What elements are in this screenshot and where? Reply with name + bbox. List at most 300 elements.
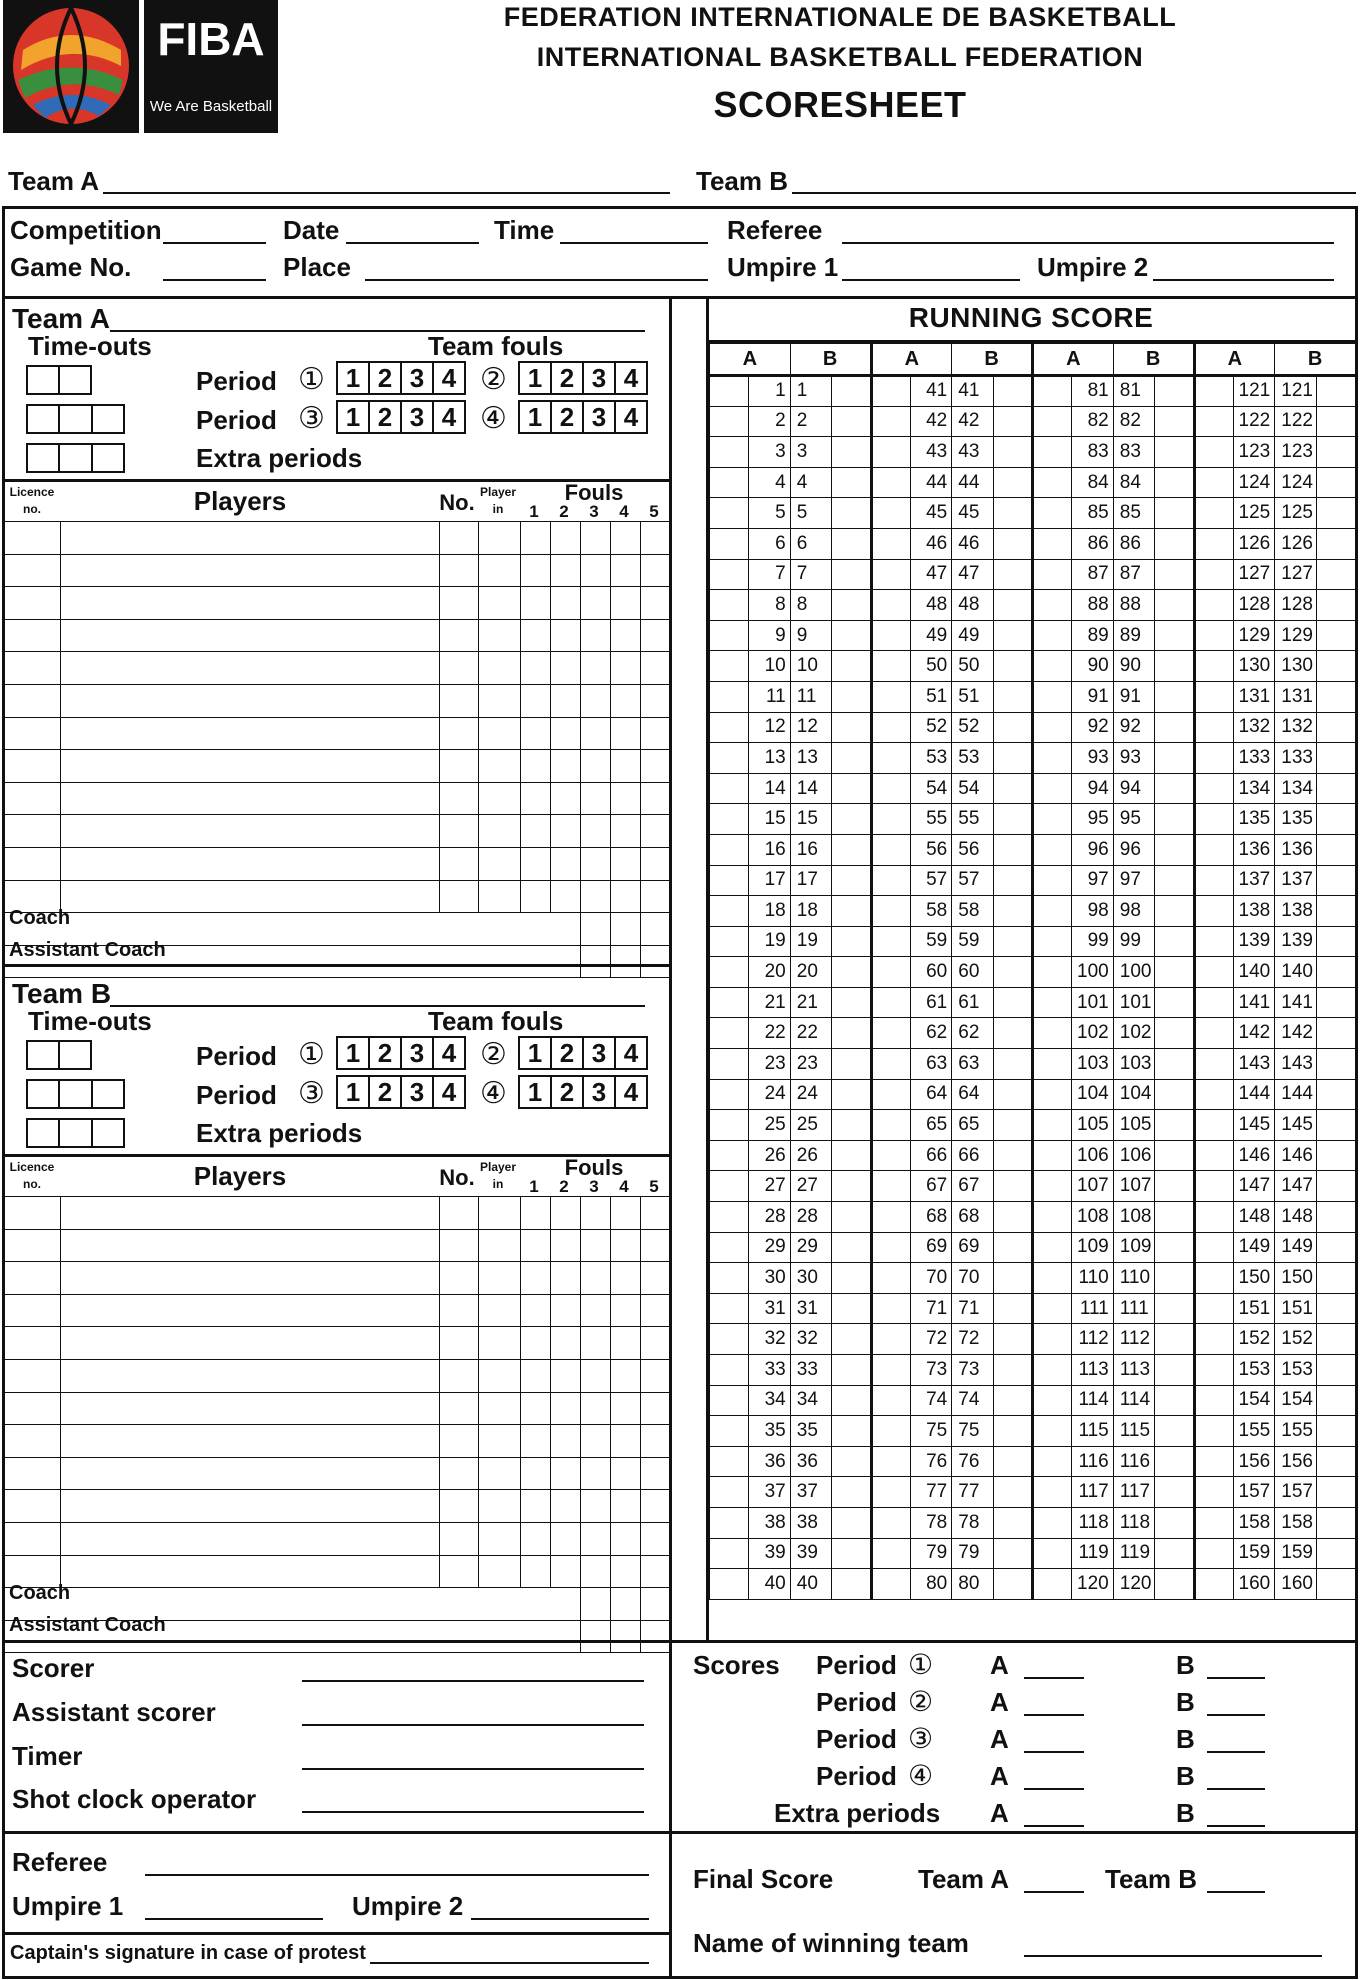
player-cell[interactable] <box>440 1555 479 1588</box>
score-mark-a[interactable] <box>1033 620 1072 651</box>
score-number-b[interactable]: 136 <box>1275 834 1317 865</box>
score-number-b[interactable]: 5 <box>790 498 832 529</box>
score-number-b[interactable]: 13 <box>790 743 832 774</box>
score-number-b[interactable]: 100 <box>1113 957 1155 988</box>
score-mark-a[interactable] <box>1033 1569 1072 1600</box>
player-cell[interactable] <box>61 880 440 913</box>
player-cell[interactable] <box>551 1425 581 1458</box>
player-cell[interactable] <box>440 1392 479 1425</box>
score-number-a[interactable]: 65 <box>910 1110 952 1141</box>
score-mark-b[interactable] <box>993 1140 1032 1171</box>
player-row[interactable] <box>3 684 670 717</box>
umpire1-field-top[interactable] <box>842 279 1020 281</box>
score-mark-a[interactable] <box>871 1110 910 1141</box>
score-mark-b[interactable] <box>1316 1385 1355 1416</box>
score-mark-b[interactable] <box>993 1569 1032 1600</box>
score-mark-b[interactable] <box>1316 1293 1355 1324</box>
team-a-name-field[interactable] <box>110 330 645 332</box>
player-cell[interactable] <box>521 1229 551 1262</box>
score-number-b[interactable]: 156 <box>1275 1446 1317 1477</box>
foul-box[interactable]: 1 <box>520 1038 552 1068</box>
score-number-a[interactable]: 109 <box>1072 1232 1114 1263</box>
player-cell[interactable] <box>440 1229 479 1262</box>
score-mark-a[interactable] <box>710 896 749 927</box>
player-cell[interactable] <box>551 880 581 913</box>
player-cell[interactable] <box>521 1294 551 1327</box>
score-mark-a[interactable] <box>1033 590 1072 621</box>
game-no-field[interactable] <box>163 279 266 281</box>
score-number-b[interactable]: 38 <box>790 1507 832 1538</box>
score-number-b[interactable]: 62 <box>952 1018 994 1049</box>
score-mark-b[interactable] <box>1155 712 1194 743</box>
player-cell[interactable] <box>611 587 641 620</box>
player-row[interactable] <box>3 587 670 620</box>
score-number-a[interactable]: 89 <box>1072 620 1114 651</box>
shot-clock-field[interactable] <box>302 1811 644 1813</box>
player-cell[interactable] <box>61 1359 440 1392</box>
score-mark-a[interactable] <box>1194 467 1233 498</box>
score-number-b[interactable]: 67 <box>952 1171 994 1202</box>
player-cell[interactable] <box>440 554 479 587</box>
score-number-a[interactable]: 88 <box>1072 590 1114 621</box>
foul-box[interactable]: 4 <box>623 402 639 432</box>
score-number-a[interactable]: 12 <box>749 712 791 743</box>
score-number-b[interactable]: 75 <box>952 1416 994 1447</box>
player-cell[interactable] <box>61 652 440 685</box>
score-mark-b[interactable] <box>832 1263 871 1294</box>
score-mark-a[interactable] <box>871 437 910 468</box>
score-mark-b[interactable] <box>1316 1446 1355 1477</box>
score-number-a[interactable]: 77 <box>910 1477 952 1508</box>
score-number-a[interactable]: 122 <box>1233 406 1275 437</box>
score-mark-b[interactable] <box>832 957 871 988</box>
score-mark-a[interactable] <box>710 437 749 468</box>
score-mark-b[interactable] <box>832 681 871 712</box>
player-cell[interactable] <box>581 1229 611 1262</box>
player-cell[interactable] <box>581 1555 611 1588</box>
score-mark-a[interactable] <box>871 528 910 559</box>
score-number-a[interactable]: 96 <box>1072 834 1114 865</box>
player-cell[interactable] <box>479 1457 521 1490</box>
coach-foul-cell[interactable] <box>641 1588 670 1621</box>
score-mark-a[interactable] <box>1033 773 1072 804</box>
score-number-b[interactable]: 128 <box>1275 590 1317 621</box>
score-mark-a[interactable] <box>1033 681 1072 712</box>
foul-box[interactable]: 2 <box>552 1038 584 1068</box>
score-mark-a[interactable] <box>1194 804 1233 835</box>
score-number-b[interactable]: 8 <box>790 590 832 621</box>
score-number-b[interactable]: 155 <box>1275 1416 1317 1447</box>
score-number-a[interactable]: 121 <box>1233 376 1275 407</box>
player-cell[interactable] <box>61 847 440 880</box>
player-row[interactable] <box>3 1392 670 1425</box>
foul-box[interactable]: 4 <box>441 1038 457 1068</box>
score-number-a[interactable]: 154 <box>1233 1385 1275 1416</box>
score-mark-b[interactable] <box>832 1324 871 1355</box>
player-cell[interactable] <box>61 717 440 750</box>
score-number-a[interactable]: 28 <box>749 1202 791 1233</box>
score-mark-b[interactable] <box>993 1416 1032 1447</box>
score-mark-a[interactable] <box>1194 1507 1233 1538</box>
player-cell[interactable] <box>479 587 521 620</box>
score-number-b[interactable]: 30 <box>790 1263 832 1294</box>
score-mark-a[interactable] <box>710 1507 749 1538</box>
score-mark-a[interactable] <box>1033 1018 1072 1049</box>
score-number-b[interactable]: 130 <box>1275 651 1317 682</box>
score-mark-b[interactable] <box>1316 1232 1355 1263</box>
score-number-a[interactable]: 158 <box>1233 1507 1275 1538</box>
score-mark-b[interactable] <box>1155 1446 1194 1477</box>
player-cell[interactable] <box>61 750 440 783</box>
player-cell[interactable] <box>3 1392 61 1425</box>
score-number-b[interactable]: 119 <box>1113 1538 1155 1569</box>
player-cell[interactable] <box>611 619 641 652</box>
player-cell[interactable] <box>3 1457 61 1490</box>
player-cell[interactable] <box>581 1262 611 1295</box>
score-mark-b[interactable] <box>993 467 1032 498</box>
score-number-a[interactable]: 23 <box>749 1049 791 1080</box>
score-mark-b[interactable] <box>1155 957 1194 988</box>
score-mark-a[interactable] <box>1194 1171 1233 1202</box>
score-number-a[interactable]: 67 <box>910 1171 952 1202</box>
score-number-b[interactable]: 146 <box>1275 1140 1317 1171</box>
player-cell[interactable] <box>551 587 581 620</box>
player-cell[interactable] <box>611 847 641 880</box>
score-mark-b[interactable] <box>1155 437 1194 468</box>
team-fouls-period-2-b[interactable] <box>518 1036 648 1070</box>
score-mark-b[interactable] <box>832 987 871 1018</box>
score-mark-a[interactable] <box>871 1355 910 1386</box>
score-number-b[interactable]: 63 <box>952 1049 994 1080</box>
player-cell[interactable] <box>641 554 670 587</box>
player-cell[interactable] <box>3 1294 61 1327</box>
player-cell[interactable] <box>61 1197 440 1230</box>
score-mark-b[interactable] <box>1316 1355 1355 1386</box>
score-mark-b[interactable] <box>832 1569 871 1600</box>
score-number-a[interactable]: 43 <box>910 437 952 468</box>
player-cell[interactable] <box>440 1457 479 1490</box>
score-mark-a[interactable] <box>710 681 749 712</box>
score-mark-b[interactable] <box>1316 896 1355 927</box>
score-mark-b[interactable] <box>1155 1140 1194 1171</box>
score-mark-b[interactable] <box>832 376 871 407</box>
score-number-b[interactable]: 22 <box>790 1018 832 1049</box>
player-cell[interactable] <box>440 1294 479 1327</box>
score-mark-a[interactable] <box>1033 865 1072 896</box>
foul-box[interactable]: 3 <box>402 363 434 393</box>
score-number-a[interactable]: 14 <box>749 773 791 804</box>
score-number-a[interactable]: 55 <box>910 804 952 835</box>
score-number-a[interactable]: 118 <box>1072 1507 1114 1538</box>
score-mark-b[interactable] <box>993 712 1032 743</box>
score-b-field[interactable] <box>1207 1677 1265 1679</box>
score-mark-b[interactable] <box>832 1477 871 1508</box>
score-mark-b[interactable] <box>1316 620 1355 651</box>
score-mark-b[interactable] <box>993 1477 1032 1508</box>
score-number-a[interactable]: 34 <box>749 1385 791 1416</box>
player-cell[interactable] <box>479 1522 521 1555</box>
score-mark-a[interactable] <box>710 467 749 498</box>
player-cell[interactable] <box>61 1229 440 1262</box>
score-number-a[interactable]: 92 <box>1072 712 1114 743</box>
score-number-b[interactable]: 18 <box>790 896 832 927</box>
score-number-a[interactable]: 71 <box>910 1293 952 1324</box>
score-mark-a[interactable] <box>1194 528 1233 559</box>
player-cell[interactable] <box>521 684 551 717</box>
score-mark-a[interactable] <box>1033 1140 1072 1171</box>
score-number-a[interactable]: 107 <box>1072 1171 1114 1202</box>
score-mark-b[interactable] <box>832 1385 871 1416</box>
score-number-b[interactable]: 151 <box>1275 1293 1317 1324</box>
score-number-a[interactable]: 145 <box>1233 1110 1275 1141</box>
player-row[interactable] <box>3 1555 670 1588</box>
player-cell[interactable] <box>581 815 611 848</box>
player-cell[interactable] <box>479 815 521 848</box>
score-number-a[interactable]: 81 <box>1072 376 1114 407</box>
player-cell[interactable] <box>440 815 479 848</box>
score-number-a[interactable]: 143 <box>1233 1049 1275 1080</box>
score-mark-a[interactable] <box>1033 528 1072 559</box>
score-number-a[interactable]: 54 <box>910 773 952 804</box>
score-number-a[interactable]: 53 <box>910 743 952 774</box>
score-mark-a[interactable] <box>1194 1263 1233 1294</box>
score-number-b[interactable]: 51 <box>952 681 994 712</box>
score-number-b[interactable]: 1 <box>790 376 832 407</box>
score-number-b[interactable]: 114 <box>1113 1385 1155 1416</box>
score-mark-a[interactable] <box>871 987 910 1018</box>
score-number-b[interactable]: 72 <box>952 1324 994 1355</box>
player-cell[interactable] <box>581 1425 611 1458</box>
player-cell[interactable] <box>611 1425 641 1458</box>
player-cell[interactable] <box>479 1229 521 1262</box>
coach-foul-cell[interactable] <box>581 1588 611 1621</box>
score-number-a[interactable]: 57 <box>910 865 952 896</box>
score-mark-a[interactable] <box>1194 651 1233 682</box>
score-number-b[interactable]: 23 <box>790 1049 832 1080</box>
player-row[interactable] <box>3 815 670 848</box>
score-mark-b[interactable] <box>993 590 1032 621</box>
player-cell[interactable] <box>641 1522 670 1555</box>
score-mark-b[interactable] <box>1316 528 1355 559</box>
player-cell[interactable] <box>641 522 670 555</box>
score-number-a[interactable]: 58 <box>910 896 952 927</box>
player-cell[interactable] <box>551 652 581 685</box>
score-number-b[interactable]: 160 <box>1275 1569 1317 1600</box>
score-number-b[interactable]: 99 <box>1113 926 1155 957</box>
score-number-b[interactable]: 45 <box>952 498 994 529</box>
score-number-b[interactable]: 129 <box>1275 620 1317 651</box>
score-a-field[interactable] <box>1024 1751 1084 1753</box>
player-cell[interactable] <box>521 1197 551 1230</box>
score-number-b[interactable]: 126 <box>1275 528 1317 559</box>
score-number-a[interactable]: 41 <box>910 376 952 407</box>
score-mark-b[interactable] <box>832 620 871 651</box>
player-cell[interactable] <box>551 1392 581 1425</box>
player-cell[interactable] <box>551 1262 581 1295</box>
score-number-b[interactable]: 88 <box>1113 590 1155 621</box>
player-cell[interactable] <box>3 782 61 815</box>
score-mark-a[interactable] <box>1194 1232 1233 1263</box>
player-cell[interactable] <box>61 1327 440 1360</box>
score-number-b[interactable]: 123 <box>1275 437 1317 468</box>
score-mark-b[interactable] <box>832 559 871 590</box>
score-number-b[interactable]: 61 <box>952 987 994 1018</box>
score-number-b[interactable]: 132 <box>1275 712 1317 743</box>
score-number-a[interactable]: 33 <box>749 1355 791 1386</box>
score-mark-b[interactable] <box>993 743 1032 774</box>
score-mark-a[interactable] <box>1033 1507 1072 1538</box>
score-number-b[interactable]: 159 <box>1275 1538 1317 1569</box>
score-number-a[interactable]: 69 <box>910 1232 952 1263</box>
player-cell[interactable] <box>611 522 641 555</box>
score-mark-b[interactable] <box>1316 467 1355 498</box>
score-mark-a[interactable] <box>1194 1049 1233 1080</box>
foul-box[interactable]: 4 <box>441 402 457 432</box>
score-mark-b[interactable] <box>1155 1202 1194 1233</box>
player-cell[interactable] <box>581 587 611 620</box>
competition-field[interactable] <box>163 242 266 244</box>
score-number-a[interactable]: 56 <box>910 834 952 865</box>
score-number-b[interactable]: 118 <box>1113 1507 1155 1538</box>
player-cell[interactable] <box>581 652 611 685</box>
score-mark-a[interactable] <box>1033 804 1072 835</box>
score-mark-b[interactable] <box>993 437 1032 468</box>
score-mark-b[interactable] <box>832 926 871 957</box>
score-mark-b[interactable] <box>1155 681 1194 712</box>
score-number-a[interactable]: 152 <box>1233 1324 1275 1355</box>
score-mark-a[interactable] <box>1033 559 1072 590</box>
foul-box[interactable]: 1 <box>338 1077 370 1107</box>
player-cell[interactable] <box>3 815 61 848</box>
player-cell[interactable] <box>521 1327 551 1360</box>
score-number-b[interactable]: 39 <box>790 1538 832 1569</box>
foul-box[interactable]: 4 <box>623 363 639 393</box>
score-mark-a[interactable] <box>1194 1324 1233 1355</box>
score-mark-a[interactable] <box>1033 957 1072 988</box>
score-number-a[interactable]: 84 <box>1072 467 1114 498</box>
coach-foul-cell[interactable] <box>641 945 670 978</box>
player-cell[interactable] <box>61 554 440 587</box>
score-number-b[interactable]: 85 <box>1113 498 1155 529</box>
score-number-b[interactable]: 26 <box>790 1140 832 1171</box>
player-cell[interactable] <box>581 1327 611 1360</box>
score-mark-b[interactable] <box>832 590 871 621</box>
score-mark-a[interactable] <box>1194 987 1233 1018</box>
player-cell[interactable] <box>479 1555 521 1588</box>
score-number-a[interactable]: 115 <box>1072 1416 1114 1447</box>
score-mark-b[interactable] <box>1155 1079 1194 1110</box>
player-cell[interactable] <box>440 717 479 750</box>
score-number-a[interactable]: 26 <box>749 1140 791 1171</box>
score-mark-b[interactable] <box>832 498 871 529</box>
player-row[interactable] <box>3 750 670 783</box>
player-cell[interactable] <box>611 1490 641 1523</box>
score-mark-a[interactable] <box>871 1416 910 1447</box>
foul-box[interactable]: 1 <box>520 402 552 432</box>
player-cell[interactable] <box>3 750 61 783</box>
score-number-b[interactable]: 106 <box>1113 1140 1155 1171</box>
score-mark-a[interactable] <box>871 467 910 498</box>
score-mark-a[interactable] <box>1033 896 1072 927</box>
score-number-a[interactable]: 103 <box>1072 1049 1114 1080</box>
player-cell[interactable] <box>521 782 551 815</box>
score-number-a[interactable]: 38 <box>749 1507 791 1538</box>
score-mark-a[interactable] <box>710 926 749 957</box>
player-cell[interactable] <box>581 1457 611 1490</box>
player-cell[interactable] <box>611 880 641 913</box>
score-mark-b[interactable] <box>1155 834 1194 865</box>
score-number-a[interactable]: 101 <box>1072 987 1114 1018</box>
score-number-a[interactable]: 114 <box>1072 1385 1114 1416</box>
score-number-b[interactable]: 147 <box>1275 1171 1317 1202</box>
score-number-a[interactable]: 91 <box>1072 681 1114 712</box>
score-number-b[interactable]: 92 <box>1113 712 1155 743</box>
score-number-b[interactable]: 87 <box>1113 559 1155 590</box>
score-number-b[interactable]: 95 <box>1113 804 1155 835</box>
player-cell[interactable] <box>3 587 61 620</box>
score-mark-b[interactable] <box>1155 467 1194 498</box>
score-number-a[interactable]: 137 <box>1233 865 1275 896</box>
player-row[interactable] <box>3 619 670 652</box>
score-mark-b[interactable] <box>832 406 871 437</box>
score-number-a[interactable]: 42 <box>910 406 952 437</box>
player-cell[interactable] <box>440 1197 479 1230</box>
player-cell[interactable] <box>581 1392 611 1425</box>
team-fouls-period-1-b[interactable] <box>336 1036 466 1070</box>
score-number-a[interactable]: 15 <box>749 804 791 835</box>
score-number-b[interactable]: 111 <box>1113 1293 1155 1324</box>
score-number-a[interactable]: 62 <box>910 1018 952 1049</box>
score-number-a[interactable]: 159 <box>1233 1538 1275 1569</box>
score-number-a[interactable]: 72 <box>910 1324 952 1355</box>
player-cell[interactable] <box>61 587 440 620</box>
score-mark-a[interactable] <box>710 834 749 865</box>
score-number-a[interactable]: 19 <box>749 926 791 957</box>
foul-box[interactable]: 1 <box>338 363 370 393</box>
score-number-a[interactable]: 111 <box>1072 1293 1114 1324</box>
score-mark-b[interactable] <box>1316 1202 1355 1233</box>
score-number-a[interactable]: 104 <box>1072 1079 1114 1110</box>
score-mark-b[interactable] <box>1155 926 1194 957</box>
score-number-b[interactable]: 54 <box>952 773 994 804</box>
player-cell[interactable] <box>479 684 521 717</box>
score-mark-b[interactable] <box>1155 1110 1194 1141</box>
score-number-b[interactable]: 127 <box>1275 559 1317 590</box>
score-number-a[interactable]: 140 <box>1233 957 1275 988</box>
score-mark-a[interactable] <box>1033 1324 1072 1355</box>
score-mark-b[interactable] <box>1316 437 1355 468</box>
score-mark-b[interactable] <box>832 1110 871 1141</box>
score-number-a[interactable]: 160 <box>1233 1569 1275 1600</box>
player-cell[interactable] <box>521 815 551 848</box>
score-mark-a[interactable] <box>710 1140 749 1171</box>
score-number-b[interactable]: 69 <box>952 1232 994 1263</box>
score-mark-b[interactable] <box>993 987 1032 1018</box>
score-number-b[interactable]: 76 <box>952 1446 994 1477</box>
player-cell[interactable] <box>641 782 670 815</box>
score-number-a[interactable]: 18 <box>749 896 791 927</box>
score-mark-b[interactable] <box>993 1049 1032 1080</box>
score-mark-b[interactable] <box>832 1355 871 1386</box>
player-cell[interactable] <box>581 1490 611 1523</box>
player-cell[interactable] <box>61 619 440 652</box>
coach-foul-cell[interactable] <box>611 1588 641 1621</box>
player-cell[interactable] <box>641 750 670 783</box>
score-mark-a[interactable] <box>871 1018 910 1049</box>
player-row[interactable] <box>3 1490 670 1523</box>
score-number-b[interactable]: 19 <box>790 926 832 957</box>
score-number-b[interactable]: 47 <box>952 559 994 590</box>
